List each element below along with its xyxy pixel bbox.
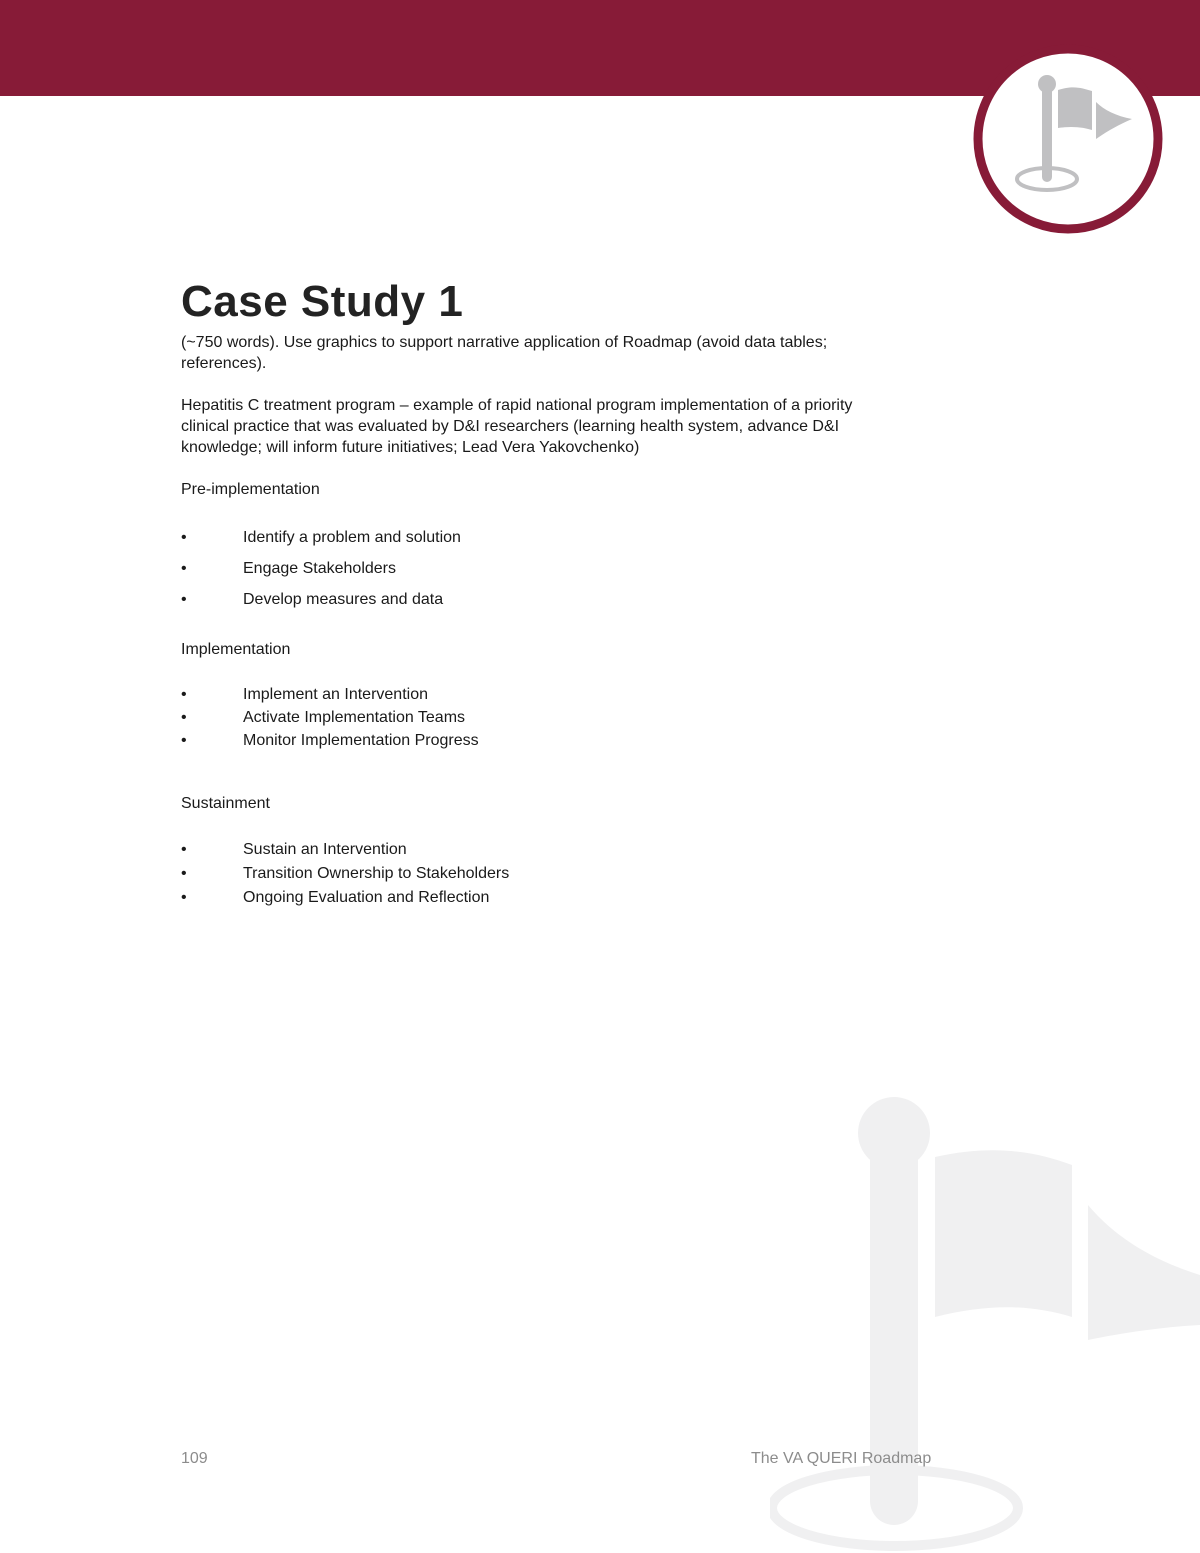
bullet-icon: • bbox=[181, 529, 187, 546]
section-title: Sustainment bbox=[181, 795, 270, 812]
bullet-list bbox=[181, 522, 901, 615]
list-item-label: Monitor Implementation Progress bbox=[243, 732, 479, 749]
main-content bbox=[181, 277, 901, 910]
list-item bbox=[181, 683, 901, 706]
list-item-label: Sustain an Intervention bbox=[243, 841, 407, 858]
bullet-icon: • bbox=[181, 732, 187, 749]
section-implementation bbox=[181, 639, 901, 752]
bullet-icon: • bbox=[181, 709, 187, 726]
background-flag-icon bbox=[770, 1095, 1200, 1553]
list-item-label: Identify a problem and solution bbox=[243, 529, 461, 546]
section-title: Implementation bbox=[181, 641, 291, 658]
section-pre-implementation bbox=[181, 479, 901, 615]
list-item-label: Engage Stakeholders bbox=[243, 560, 396, 577]
intro-text: (~750 words). Use graphics to support narrative application of Roadmap (avoid data tables; references). bbox=[181, 334, 828, 372]
flag-icon bbox=[968, 42, 1168, 236]
list-item-label: Implement an Intervention bbox=[243, 686, 428, 703]
list-item bbox=[181, 886, 901, 910]
list-item bbox=[181, 862, 901, 886]
bullet-icon: • bbox=[181, 841, 187, 858]
bullet-icon: • bbox=[181, 560, 187, 577]
list-item-label: Ongoing Evaluation and Reflection bbox=[243, 889, 490, 906]
list-item-label: Transition Ownership to Stakeholders bbox=[243, 865, 510, 882]
page-number: 109 bbox=[181, 1450, 208, 1467]
bullet-list bbox=[181, 683, 901, 752]
list-item-label: Develop measures and data bbox=[243, 591, 444, 608]
section-sustainment bbox=[181, 793, 901, 910]
list-item bbox=[181, 706, 901, 729]
bullet-icon: • bbox=[181, 686, 187, 703]
list-item bbox=[181, 838, 901, 862]
list-item bbox=[181, 522, 901, 553]
description-text: Hepatitis C treatment program – example of rapid national program implementation of a priority clinical practice that was evaluated by D&I researchers (learning health system, advance D&I knowledge; will inform future initiatives; Lead Vera Yakovchenko) bbox=[181, 397, 853, 456]
list-item bbox=[181, 729, 901, 752]
footer-document-title: The VA QUERI Roadmap bbox=[751, 1450, 932, 1467]
section-title: Pre-implementation bbox=[181, 481, 320, 498]
bullet-icon: • bbox=[181, 591, 187, 608]
bullet-icon: • bbox=[181, 865, 187, 882]
list-item bbox=[181, 584, 901, 615]
page-title: Case Study 1 bbox=[181, 277, 464, 326]
list-item bbox=[181, 553, 901, 584]
bullet-list bbox=[181, 838, 901, 910]
bullet-icon: • bbox=[181, 889, 187, 906]
list-item-label: Activate Implementation Teams bbox=[243, 709, 466, 726]
